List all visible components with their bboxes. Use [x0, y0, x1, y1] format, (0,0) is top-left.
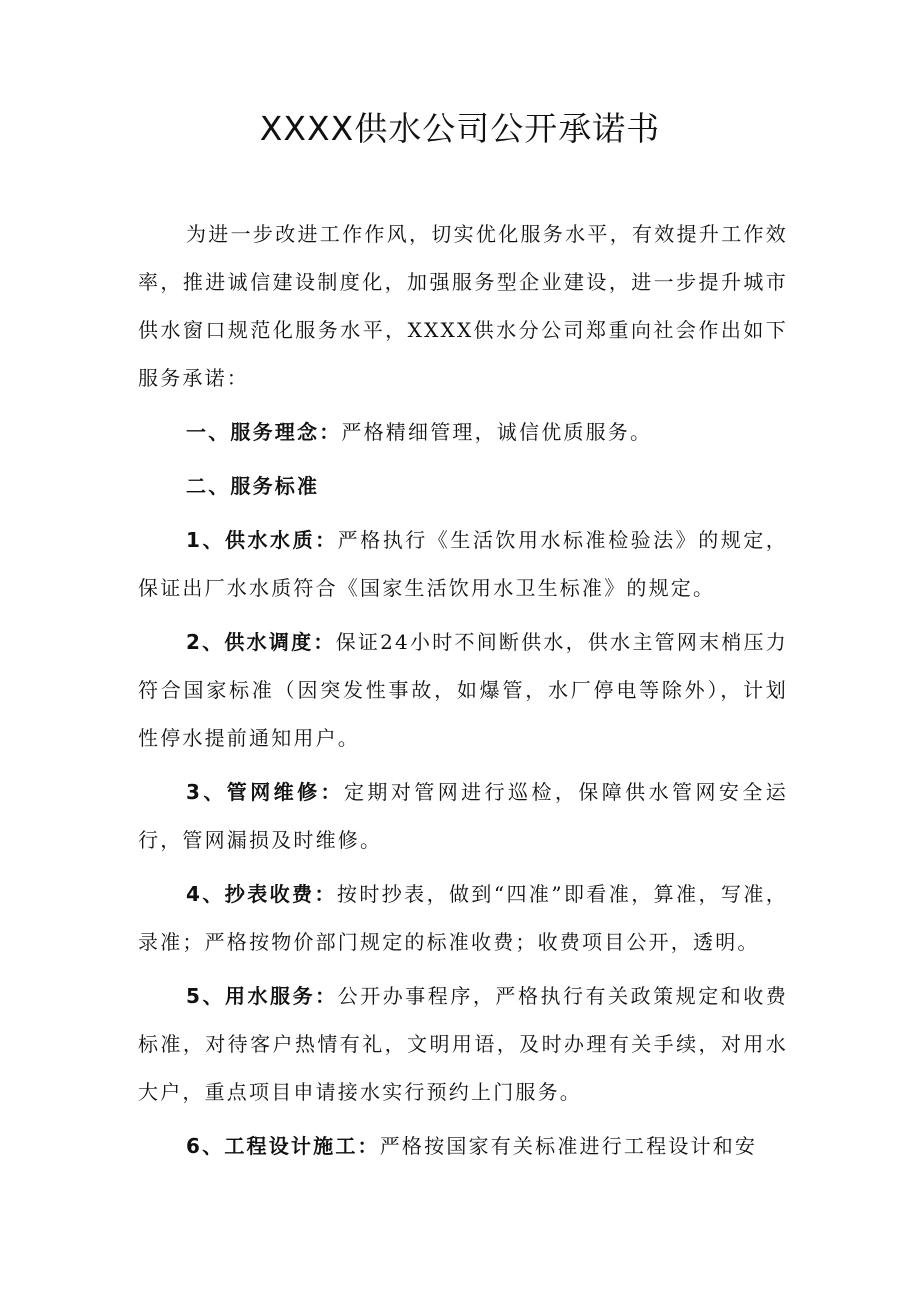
item-label: 、用水服务：: [202, 984, 338, 1008]
item-number: 3: [186, 780, 203, 804]
item-label: 、工程设计施工：: [202, 1134, 380, 1158]
item-meter-billing: [138, 870, 788, 966]
item-pipe-maintenance: [138, 768, 788, 864]
item-number: 6: [186, 1134, 203, 1158]
intro-paragraph: 为进一步改进工作作风，切实优化服务水平，有效提升工作效率，推进诚信建设制度化，加强服务型企业建设，进一步提升城市供水窗口规范化服务水平，XXXX供水分公司郑重向社会作出如下服务承诺：: [138, 222, 788, 390]
item-number: 4: [186, 882, 203, 906]
item-text: 按时抄表，做到“四准”即看准，算准，写准，录准；严格按物价部门规定的标准收费；收费项目公开，透明。: [138, 882, 788, 954]
item-number: 1: [186, 528, 203, 552]
item-engineering-construction: [138, 1122, 788, 1170]
section-heading-service-concept: 一、服务理念：: [186, 420, 342, 444]
item-label: 、供水水质：: [202, 528, 338, 552]
item-number: 2: [186, 630, 203, 654]
document-title: XXXX供水公司公开承诺书: [259, 109, 661, 148]
item-text: 定期对管网进行巡检，保障供水管网安全运行，管网漏损及时维修。: [138, 780, 788, 852]
item-text: 严格执行《生活饮用水标准检验法》的规定，保证出厂水水质符合《国家生活饮用水卫生标准》的规定。: [138, 528, 789, 600]
section-service-concept: [138, 408, 788, 456]
section-text-service-concept: 严格精细管理，诚信优质服务。: [341, 420, 653, 444]
section-heading-service-standards: 二、服务标准: [186, 474, 320, 498]
item-label: 、管网维修：: [202, 780, 344, 804]
item-water-dispatch: [138, 618, 788, 762]
item-text: 公开办事程序，严格执行有关政策规定和收费标准，对待客户热情有礼，文明用语，及时办理有关手续，对用水大户，重点项目申请接水实行预约上门服务。: [138, 984, 789, 1104]
item-number: 5: [186, 984, 203, 1008]
item-text: 严格按国家有关标准进行工程设计和安: [379, 1134, 758, 1158]
document-body: [138, 210, 788, 1176]
item-text: 保证24小时不间断供水，供水主管网末梢压力符合国家标准（因突发性事故，如爆管，水厂停电等除外），计划性停水提前通知用户。: [138, 630, 789, 750]
item-label: 、供水调度：: [202, 630, 336, 654]
item-water-service: [138, 972, 788, 1116]
item-label: 、抄表收费：: [202, 882, 337, 906]
item-water-quality: [138, 516, 788, 612]
